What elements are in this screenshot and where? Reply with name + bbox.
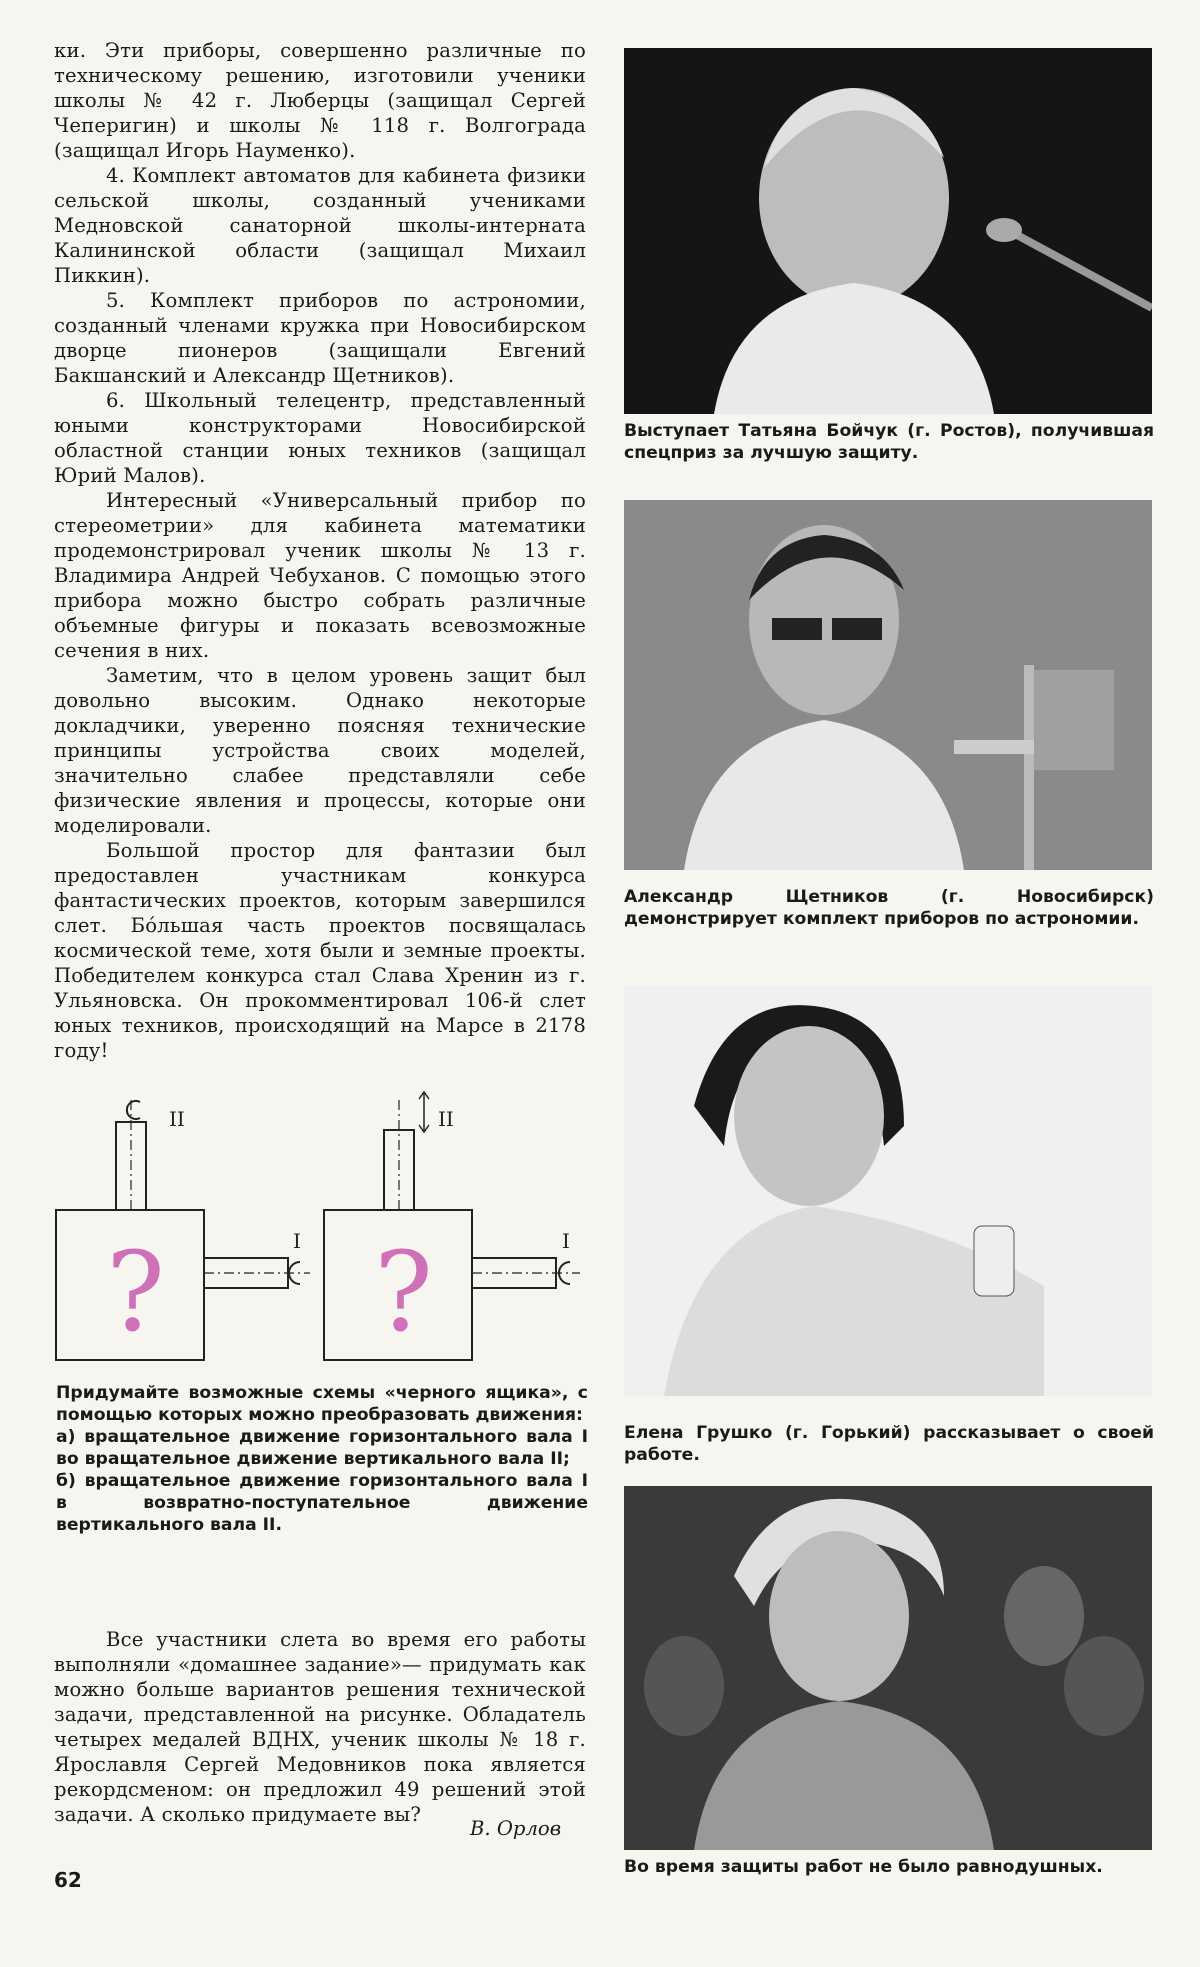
black-box-diagram [54, 1090, 594, 1380]
shaft-label-horizontal: I [293, 1229, 301, 1253]
paragraph: 6. Школьный телецентр, представленный юными конструкторами Новосибирской областной станции юных техников (защищал Юрий Малов). [54, 389, 586, 487]
paragraph: ки. Эти приборы, совершенно различные по техническому решению, изготовили ученики школы № 42 г. Люберцы (защищал Сергей Чеперигин) и школы № 118 г. Волгограда (защищал Игорь Науменко). [54, 39, 586, 162]
shaft-label-vertical: II [438, 1107, 454, 1131]
photo-caption: Выступает Татьяна Бойчук (г. Ростов), получившая спецприз за лучшую защиту. [624, 421, 1154, 463]
paragraph: Большой простор для фантазии был предоставлен участникам конкурса фантастических проектов, которым завершился слет. Бóльшая часть проектов посвящалась космической теме, хотя были и земные проекты. Победителем конкурса стал Слава Хренин из г. Ульяновска. Он прокомментировал 106-й слет юных техников, происходящий на Марсе в 2178 году! [54, 839, 586, 1062]
closing-text [54, 1627, 586, 1827]
photo-audience [624, 1486, 1152, 1850]
paragraph: 4. Комплект автоматов для кабинета физики сельской школы, созданный учениками Медновской санаторной школы-интерната Калининской области (защищал Михаил Пиккин). [54, 164, 586, 287]
question-mark: ? [106, 1228, 165, 1356]
paragraph: Интересный «Универсальный прибор по стереометрии» для кабинета математики продемонстрировал ученик школы № 13 г. Владимира Андрей Чебуханов. С помощью этого прибора можно быстро собрать различные объемные фигуры и показать всевозможные сечения в них. [54, 489, 586, 662]
photo-presenter [624, 986, 1152, 1396]
task-item-b: б) вращательное движение горизонтального вала I в возвратно-поступательное движение вертикального вала II. [56, 1471, 588, 1535]
photo-caption: Александр Щетников (г. Новосибирск) демонстрирует комплект приборов по астрономии. [624, 887, 1154, 929]
task-item-a: а) вращательное движение горизонтального вала I во вращательное движение вертикального вала II; [56, 1427, 588, 1469]
article-text [54, 38, 586, 1063]
author: В. Орлов [470, 1817, 562, 1840]
photo-caption: Во время защиты работ не было равнодушных. [624, 1857, 1103, 1877]
paragraph: Все участники слета во время его работы выполняли «домашнее задание»— придумать как можно больше вариантов решения технической задачи, представленной на рисунке. Обладатель четырех медалей ВДНХ, ученик школы № 18 г. Ярославля Сергей Медовников пока является рекордсменом: он предложил 49 решений этой задачи. А сколько придумаете вы? [54, 1628, 586, 1826]
photo-caption: Елена Грушко (г. Горький) рассказывает о своей работе. [624, 1423, 1154, 1465]
photo-speaker [624, 48, 1152, 414]
paragraph: 5. Комплект приборов по астрономии, созданный членами кружка при Новосибирском дворце пионеров (защищали Евгений Бакшанский и Александр Щетников). [54, 289, 586, 387]
shaft-label-vertical: II [169, 1107, 185, 1131]
question-mark: ? [374, 1228, 433, 1356]
task-description [56, 1382, 588, 1536]
diagram-svg [54, 1090, 594, 1380]
page-number: 62 [54, 1868, 82, 1892]
photo-demonstration [624, 500, 1152, 870]
paragraph: Заметим, что в целом уровень защит был довольно высоким. Однако некоторые докладчики, уверенно поясняя технические принципы устройства своих моделей, значительно слабее представляли себе физические явления и процессы, которые они моделировали. [54, 664, 586, 837]
rotation-arrow-icon [127, 1101, 140, 1119]
shaft-label-horizontal: I [562, 1229, 570, 1253]
task-intro: Придумайте возможные схемы «черного ящика», с помощью которых можно преобразовать движения: [56, 1383, 588, 1425]
